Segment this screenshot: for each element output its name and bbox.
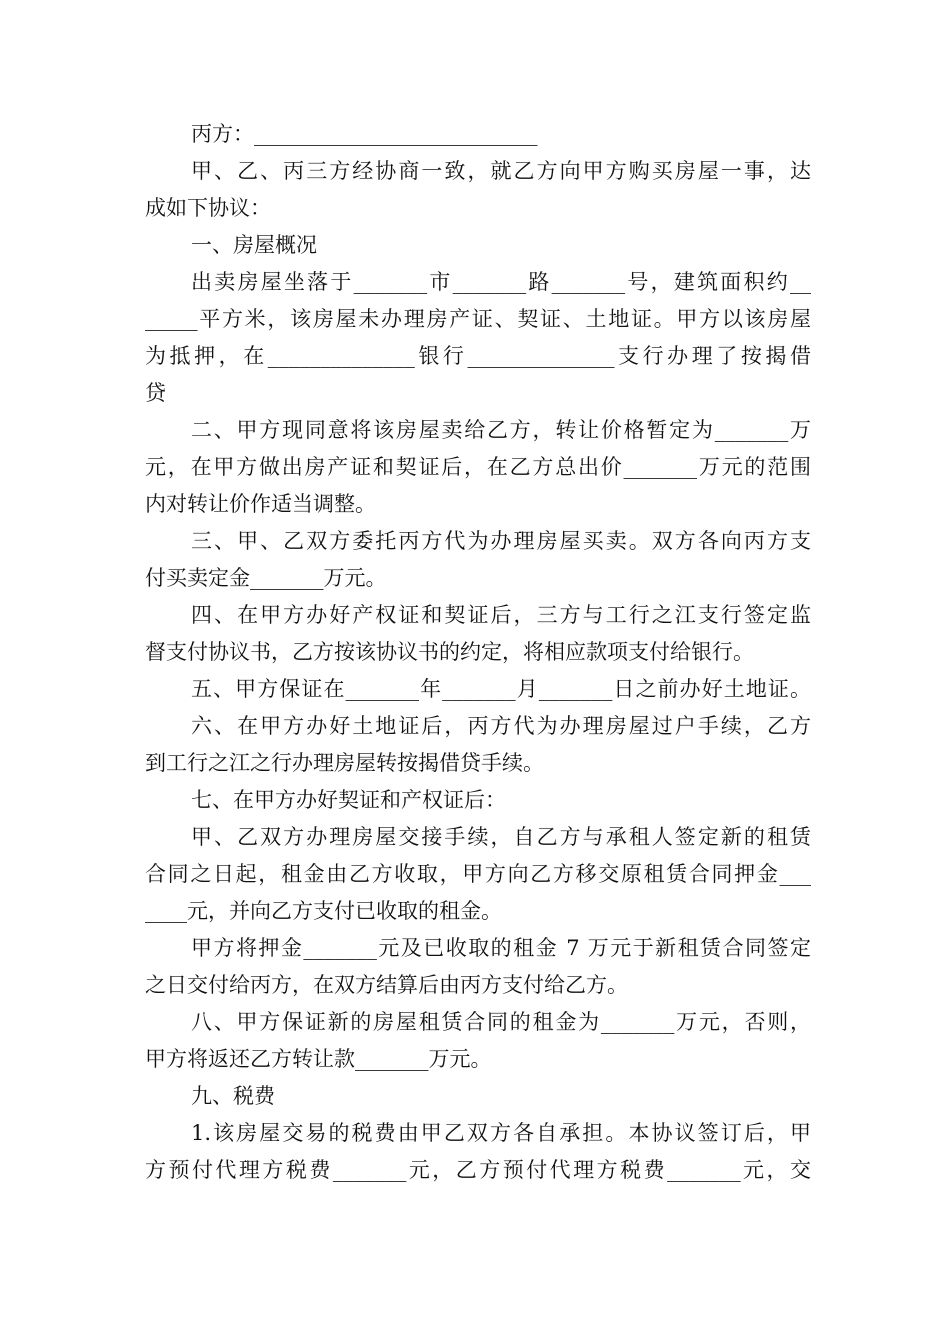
contract-text-line: 二、甲方现同意将该房屋卖给乙方，转让价格暂定为_______万	[191, 418, 811, 442]
contract-text-line: 方预付代理方税费_______元，乙方预付代理方税费_______元，交	[145, 1158, 811, 1182]
contract-text-line: 七、在甲方办好契证和产权证后：	[191, 788, 506, 812]
contract-text-line: 付买卖定金_______万元。	[145, 566, 387, 590]
contract-text-line: 甲方将押金_______元及已收取的租金 7 万元于新租赁合同签定	[191, 936, 811, 960]
contract-text-line: 督支付协议书，乙方按该协议书的约定，将相应款项支付给银行。	[145, 640, 754, 664]
contract-page	[145, 116, 811, 1189]
contract-text-line: 成如下协议：	[145, 196, 271, 220]
contract-text-line: 出卖房屋坐落于_______市_______路_______号，建筑面积约__	[191, 270, 811, 294]
contract-text-line: 四、在甲方办好产权证和契证后，三方与工行之江支行签定监	[191, 603, 811, 627]
contract-text-line: 八、甲方保证新的房屋租赁合同的租金为_______万元，否则，	[191, 1010, 811, 1034]
contract-text-line: 丙方：___________________________	[191, 122, 538, 146]
contract-text-line: 元，在甲方做出房产证和契证后，在乙方总出价_______万元的范围	[145, 455, 811, 479]
contract-text-line: 内对转让价作适当调整。	[145, 492, 376, 516]
contract-text-line: 六、在甲方办好土地证后，丙方代为办理房屋过户手续，乙方	[191, 714, 811, 738]
contract-text-line: 三、甲、乙双方委托丙方代为办理房屋买卖。双方各向丙方支	[191, 529, 811, 553]
contract-text-line: 甲方将返还乙方转让款_______万元。	[145, 1047, 492, 1071]
contract-text-line: ____元，并向乙方支付已收取的租金。	[145, 899, 502, 923]
contract-text-line: 合同之日起，租金由乙方收取，甲方向乙方移交原租赁合同押金___	[145, 862, 811, 886]
contract-text-line: _____平方米，该房屋未办理房产证、契证、土地证。甲方以该房屋	[145, 307, 811, 331]
contract-text-line: 1.该房屋交易的税费由甲乙双方各自承担。本协议签订后，甲	[191, 1121, 811, 1145]
contract-text-line: 之日交付给丙方，在双方结算后由丙方支付给乙方。	[145, 973, 628, 997]
contract-text-line: 一、房屋概况	[191, 233, 317, 257]
contract-text-line: 甲、乙、丙三方经协商一致，就乙方向甲方购买房屋一事，达	[191, 159, 811, 183]
contract-text-line: 为抵押，在______________银行______________支行办理了按揭借	[145, 344, 811, 368]
contract-text-line: 甲、乙双方办理房屋交接手续，自乙方与承租人签定新的租赁	[191, 825, 811, 849]
contract-text-line: 到工行之江之行办理房屋转按揭借贷手续。	[145, 751, 544, 775]
contract-text-line: 贷	[145, 381, 166, 405]
contract-text-line: 五、甲方保证在_______年_______月_______日之前办好土地证。	[191, 677, 811, 701]
contract-text-line: 九、税费	[191, 1084, 275, 1108]
